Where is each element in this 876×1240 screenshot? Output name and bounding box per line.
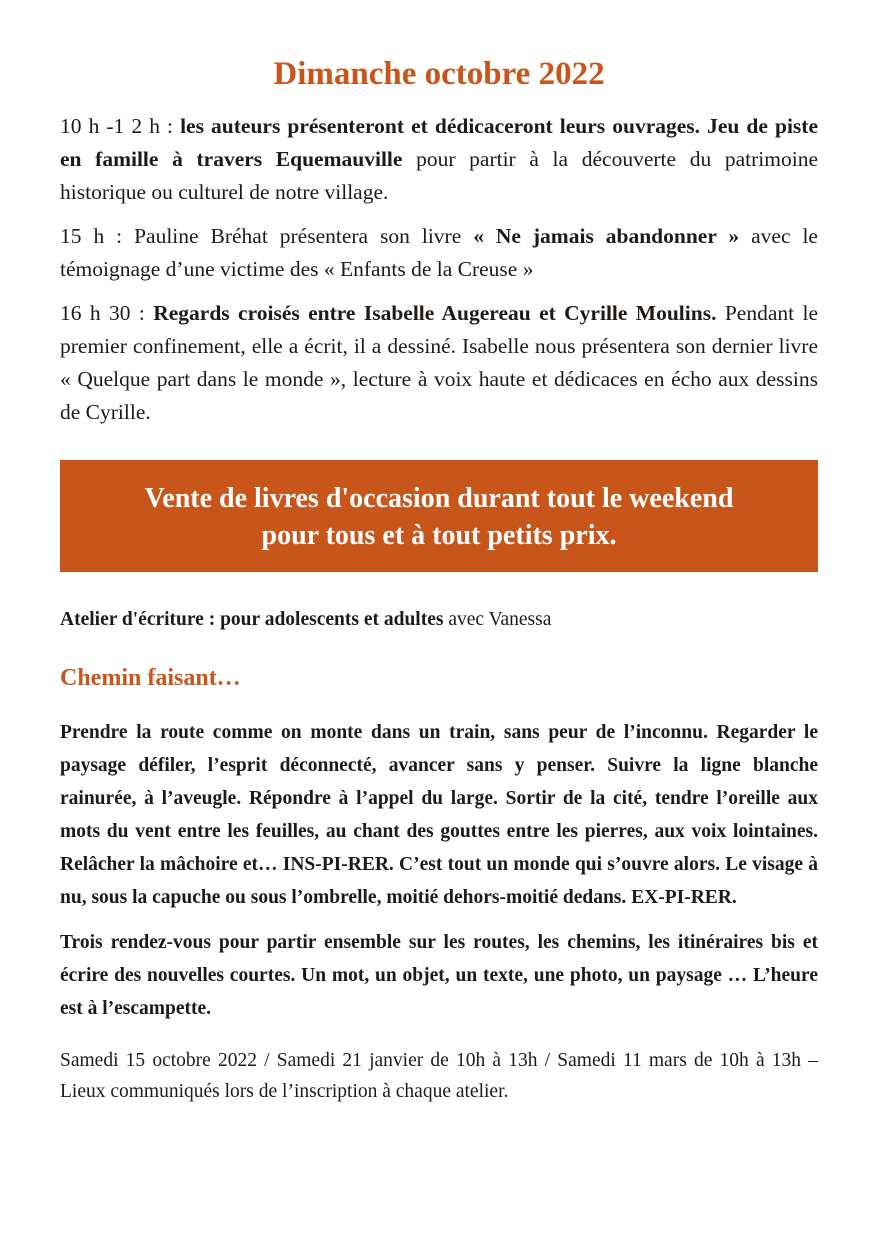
banner-line: Vente de livres d'occasion durant tout le weekend <box>144 483 734 514</box>
chemin-paragraph: Trois rendez-vous pour partir ensemble sur les routes, les chemins, les itinéraires bis et écrire des nouvelles courtes. Un mot, un objet, un texte, une photo, un paysage … L’heure est à l’escampette. <box>60 932 818 1019</box>
program-text: pour partir à la découverte du patrimoine historique ou culturel de notre village. <box>60 147 818 204</box>
banner-line: pour tous et à tout petits prix. <box>261 520 617 551</box>
program-highlight: Regards croisés entre Isabelle Augereau et Cyrille Moulins. <box>153 301 717 325</box>
page-title: Dimanche octobre 2022 <box>273 56 605 92</box>
book-title: « Ne jamais abandonner » <box>473 224 740 248</box>
atelier-dates: Samedi 15 octobre 2022 / Samedi 21 janvier de 10h à 13h / Samedi 11 mars de 10h à 13h – Lieux communiqués lors de l’inscription à chaque atelier. <box>60 1050 818 1102</box>
program-highlight: les auteurs présenteront et dédicaceront leurs ouvrages. <box>180 114 701 138</box>
chemin-paragraph: Prendre la route comme on monte dans un train, sans peur de l’inconnu. Regarder le paysage défiler, l’esprit déconnecté, avancer sans y penser. Suivre la ligne blanche rainurée, à l’aveugle. Répondre à l’appel du large. Sortir de la cité, tendre l’oreille aux mots du vent entre les feuilles, au chant des gouttes entre les pierres, aux voix lointaines. Relâcher la mâchoire et… INS-PI-RER. C’est tout un monde qui s’ouvre alors. Le visage à nu, sous la capuche ou sous l’ombrelle, moitié dehors-moitié dedans. EX-PI-RER. <box>60 722 818 908</box>
program-time: 16 h 30 : <box>60 301 154 325</box>
program-text: Pendant le premier confinement, elle a écrit, il a dessiné. Isabelle nous présentera son dernier livre « Quelque part dans le monde », lecture à voix haute et dédicaces en écho aux dessins de Cyrille. <box>60 301 818 424</box>
program-text: Pauline Bréhat présentera son livre <box>134 224 474 248</box>
program-time: 10 h -1 2 h : <box>60 114 181 138</box>
atelier-intro <box>60 606 818 634</box>
program-item-16h30 <box>60 297 818 429</box>
program-item-morning <box>60 110 818 209</box>
book-sale-banner <box>60 460 818 572</box>
program-time: 15 h : <box>60 224 135 248</box>
atelier-title: Atelier d'écriture : pour adolescents et adultes <box>60 609 444 630</box>
section-heading: Chemin faisant… <box>60 665 241 691</box>
program-item-15h <box>60 220 818 286</box>
program-text: avec le témoignage d’une victime des « Enfants de la Creuse » <box>60 224 818 281</box>
atelier-host: avec Vanessa <box>443 609 552 630</box>
program-highlight: Jeu de piste en famille à travers Equemauville <box>60 114 818 171</box>
